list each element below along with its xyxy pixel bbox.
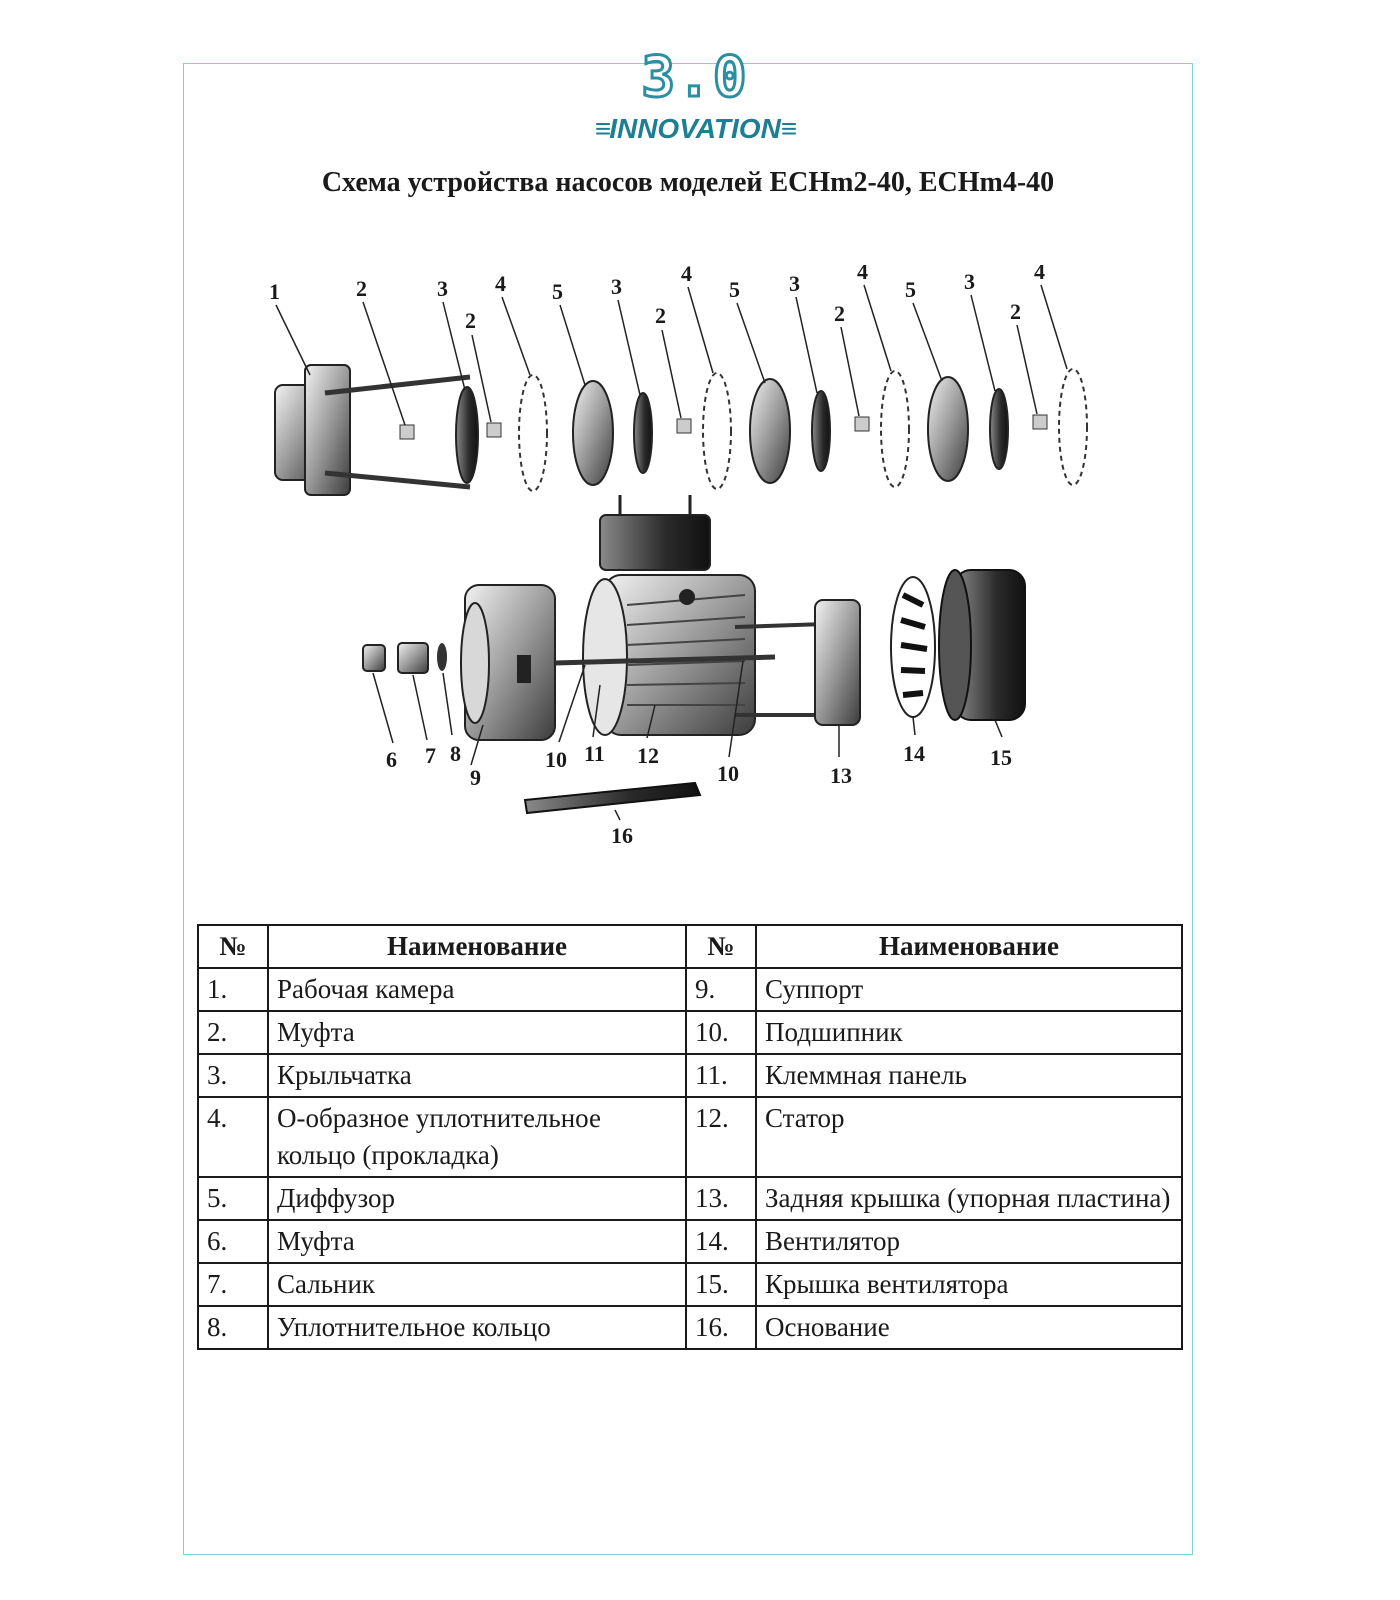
part-number: 14.	[686, 1220, 756, 1263]
diagram-label: 2	[465, 308, 476, 333]
diagram-label: 3	[611, 274, 622, 299]
base-part	[525, 783, 700, 813]
part-name: О-образное уплотнительное кольцо (прокладка)	[268, 1097, 686, 1177]
diagram-label: 10	[717, 761, 739, 786]
part-number: 9.	[686, 968, 756, 1011]
part-number: 10.	[686, 1011, 756, 1054]
part-number: 1.	[198, 968, 268, 1011]
part-name: Подшипник	[756, 1011, 1182, 1054]
table-row	[198, 1097, 1182, 1177]
stage-group-3	[855, 369, 1087, 487]
part-name: Сальник	[268, 1263, 686, 1306]
table-row	[198, 1011, 1182, 1054]
part-number: 7.	[198, 1263, 268, 1306]
motor-stator-part	[555, 495, 775, 735]
diagram-label: 4	[495, 271, 506, 296]
diagram-label: 14	[903, 741, 925, 766]
part-number: 3.	[198, 1054, 268, 1097]
part-name: Рабочая камера	[268, 968, 686, 1011]
diagram-label: 2	[655, 303, 666, 328]
diagram-label: 4	[857, 265, 868, 284]
diagram-label: 5	[552, 279, 563, 304]
diagram-label: 10	[545, 747, 567, 772]
part-number: 13.	[686, 1177, 756, 1220]
part-name: Суппорт	[756, 968, 1182, 1011]
diagram-label: 3	[789, 271, 800, 296]
part-number: 5.	[198, 1177, 268, 1220]
diagram-label: 8	[450, 741, 461, 766]
part-name: Статор	[756, 1097, 1182, 1177]
table-row	[198, 968, 1182, 1011]
part-number: 12.	[686, 1097, 756, 1177]
coupling-seal-parts	[363, 643, 447, 673]
diagram-label: 2	[834, 301, 845, 326]
column-header-number: №	[686, 925, 756, 968]
part-name: Задняя крышка (упорная пластина)	[756, 1177, 1182, 1220]
diagram-label: 16	[611, 823, 633, 848]
column-header-name: Наименование	[756, 925, 1182, 968]
logo-word-text: INNOVATION	[609, 113, 781, 144]
logo-wordmark: ≡INNOVATION≡	[594, 113, 796, 144]
table-row	[198, 1306, 1182, 1349]
brand-logo	[545, 45, 845, 145]
part-name: Вентилятор	[756, 1220, 1182, 1263]
part-name: Муфта	[268, 1220, 686, 1263]
pump-chamber-part	[275, 365, 470, 495]
diagram-label: 15	[990, 745, 1012, 770]
diagram-label: 13	[830, 763, 852, 788]
column-header-number: №	[198, 925, 268, 968]
table-row	[198, 1054, 1182, 1097]
diagram-label: 12	[637, 743, 659, 768]
support-part	[461, 585, 555, 740]
table-header-row	[198, 925, 1182, 968]
part-name: Уплотнительное кольцо	[268, 1306, 686, 1349]
part-name: Диффузор	[268, 1177, 686, 1220]
diagram-label: 4	[1034, 265, 1045, 284]
diagram-label: 4	[681, 265, 692, 286]
part-number: 15.	[686, 1263, 756, 1306]
page-title: Схема устройства насосов моделей ECHm2-40, ECHm4-40	[321, 167, 1055, 198]
logo-mark: 3.0	[641, 45, 749, 110]
table-row	[198, 1177, 1182, 1220]
diagram-label: 11	[584, 741, 605, 766]
part-name: Крышка вентилятора	[756, 1263, 1182, 1306]
table-row	[198, 1220, 1182, 1263]
diagram-label: 3	[437, 276, 448, 301]
diagram-label: 7	[425, 743, 436, 768]
part-number: 6.	[198, 1220, 268, 1263]
part-number: 11.	[686, 1054, 756, 1097]
part-number: 8.	[198, 1306, 268, 1349]
part-name: Муфта	[268, 1011, 686, 1054]
fan-part	[891, 577, 935, 717]
diagram-label: 6	[386, 747, 397, 772]
diagram-label: 3	[964, 269, 975, 294]
stage-group-2	[677, 373, 830, 489]
diagram-label: 2	[356, 276, 367, 301]
diagram-label: 5	[905, 277, 916, 302]
part-name: Клеммная панель	[756, 1054, 1182, 1097]
diagram-label: 9	[470, 765, 481, 790]
table-row	[198, 1263, 1182, 1306]
stage-group-1	[456, 375, 652, 491]
diagram-label: 2	[1010, 299, 1021, 324]
diagram-label: 1	[269, 279, 280, 304]
part-name: Основание	[756, 1306, 1182, 1349]
parts-table	[197, 924, 1183, 1350]
fan-cover-part	[939, 570, 1025, 720]
exploded-pump-diagram	[255, 265, 1135, 870]
column-header-name: Наименование	[268, 925, 686, 968]
part-name: Крыльчатка	[268, 1054, 686, 1097]
part-number: 2.	[198, 1011, 268, 1054]
part-number: 4.	[198, 1097, 268, 1177]
part-number: 16.	[686, 1306, 756, 1349]
diagram-label: 5	[729, 277, 740, 302]
